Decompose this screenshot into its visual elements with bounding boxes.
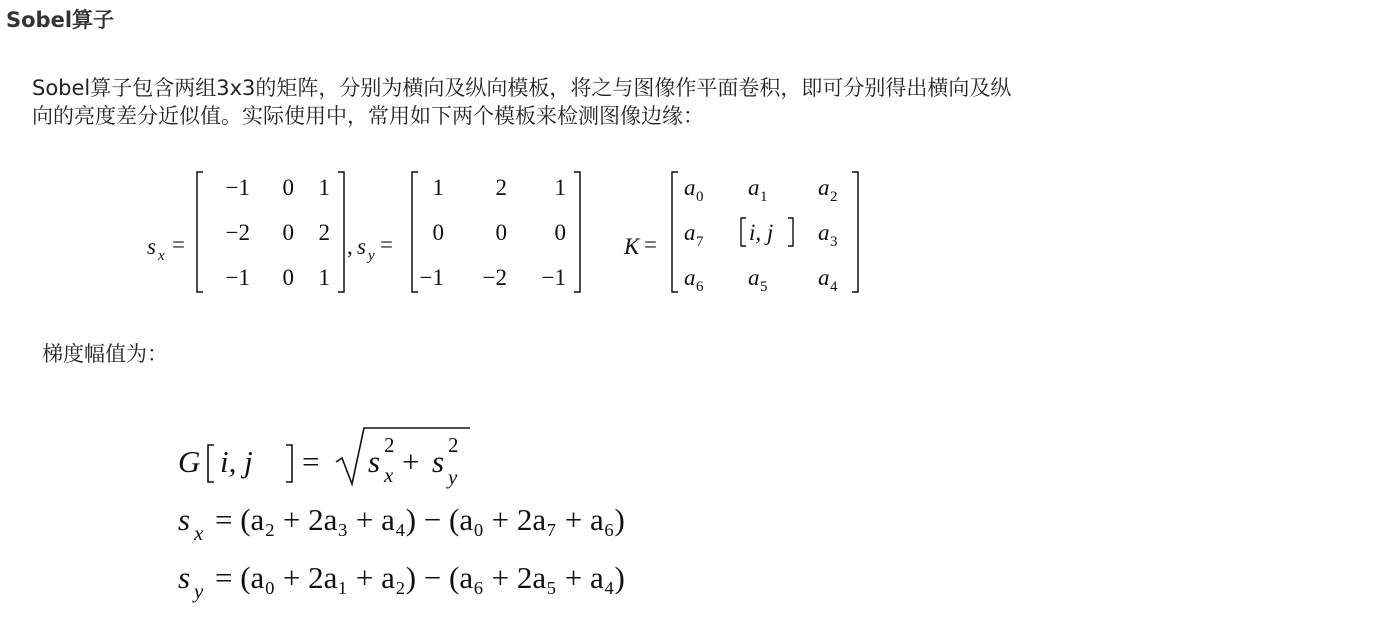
sy-cell-r1c0: 0 (432, 220, 444, 245)
sqrt-term-2: s (432, 444, 445, 479)
sx-equals: = (172, 232, 185, 257)
k-cell-r2c2: a (818, 265, 830, 290)
k-cell-r0c2-sub: 2 (830, 189, 838, 205)
sx-cell-r1c2: 2 (318, 220, 330, 245)
k-equals: = (644, 232, 657, 257)
k-cell-r2c1-sub: 5 (760, 279, 768, 295)
sy-cell-r1c1: 0 (495, 220, 507, 245)
g-symbol: G (178, 444, 201, 479)
sy-eq-lhs: s (178, 560, 191, 595)
sqrt-plus: + (402, 444, 420, 479)
sy-eq-lhs-sub: y (194, 579, 204, 603)
k-cell-r2c0: a (684, 265, 696, 290)
sy-cell-r0c2: 1 (554, 175, 566, 200)
sx-cell-r1c1: 0 (282, 220, 294, 245)
k-cell-r2c1: a (748, 265, 760, 290)
sqrt-term-1-sup: 2 (384, 433, 395, 457)
g-equals: = (302, 444, 320, 479)
gradient-heading: 梯度幅值为： (42, 342, 168, 366)
k-cell-r2c0-sub: 6 (696, 279, 704, 295)
k-cell-r0c2: a (818, 175, 830, 200)
sx-cell-r2c2: 1 (318, 265, 330, 290)
k-cell-r0c0-sub: 0 (696, 189, 704, 205)
sqrt-term-1: s (368, 444, 381, 479)
g-left-bracket (208, 445, 214, 482)
k-cell-center: i, j (749, 220, 774, 245)
sy-eq-rhs: = (a₀ + 2a₁ + a₂) − (a₆ + 2a₅ + a₄) (215, 560, 625, 595)
sx-cell-r0c0: −1 (225, 175, 250, 200)
sqrt-term-2-sup: 2 (448, 433, 459, 457)
sy-equals: = (380, 232, 393, 257)
sx-eq-rhs: = (a₂ + 2a₃ + a₄) − (a₀ + 2a₇ + a₆) (215, 502, 625, 537)
matrix-comma: , (347, 234, 353, 259)
sx-eq-lhs: s (178, 502, 191, 537)
k-cell-r1c2: a (818, 220, 830, 245)
sy-cell-r0c1: 2 (495, 175, 507, 200)
k-cell-r0c1: a (748, 175, 760, 200)
k-cell-r1c0-sub: 7 (696, 234, 704, 250)
sx-cell-r2c1: 0 (282, 265, 294, 290)
sy-cell-r2c1: −2 (482, 265, 507, 290)
k-label: K (624, 234, 640, 259)
sy-cell-r2c0: −1 (419, 265, 444, 290)
sx-cell-r1c0: −2 (225, 220, 250, 245)
sx-cell-r0c2: 1 (318, 175, 330, 200)
sx-cell-r2c0: −1 (225, 265, 250, 290)
page-title: Sobel算子 (6, 8, 115, 32)
sy-cell-r2c2: −1 (541, 265, 566, 290)
g-args: i, j (220, 444, 253, 479)
sqrt-term-2-sub: y (448, 465, 458, 489)
g-right-bracket (286, 445, 292, 482)
k-cell-r1c2-sub: 3 (830, 234, 838, 250)
sy-cell-r0c0: 1 (432, 175, 444, 200)
description-line-2: 向的亮度差分近似值。实际使用中，常用如下两个模板来检测图像边缘： (32, 104, 704, 128)
sx-cell-r0c1: 0 (282, 175, 294, 200)
sy-label-sub: y (368, 248, 375, 264)
sx-eq-lhs-sub: x (194, 521, 204, 545)
k-cell-r0c1-sub: 1 (760, 189, 768, 205)
sx-label-sub: x (158, 248, 165, 264)
k-cell-r2c2-sub: 4 (830, 279, 838, 295)
sx-label: s (147, 234, 156, 259)
k-cell-r0c0: a (684, 175, 696, 200)
description-line-1: Sobel算子包含两组3x3的矩阵，分别为横向及纵向模板，将之与图像作平面卷积，即可分别得出横向及纵 (32, 76, 1012, 100)
k-cell-r1c0: a (684, 220, 696, 245)
sqrt-term-1-sub: x (384, 463, 394, 487)
sy-cell-r1c2: 0 (554, 220, 566, 245)
sy-label: s (357, 234, 366, 259)
